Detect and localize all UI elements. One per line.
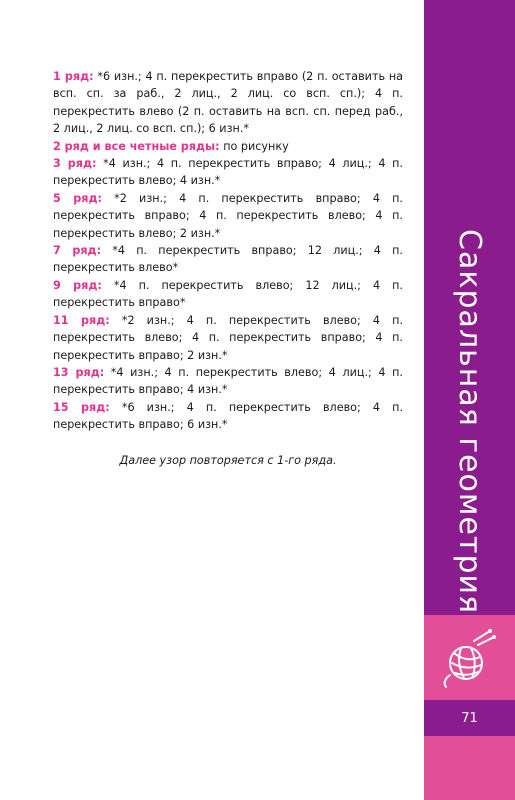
row-label: 9 ряд: xyxy=(53,278,102,292)
row-3 xyxy=(53,155,403,190)
row-label: 2 ряд и все четные ряды: xyxy=(53,139,220,153)
row-5 xyxy=(53,190,403,242)
row-label: 13 ряд: xyxy=(53,365,105,379)
row-text: *4 п. перекрестить вправо; 12 лиц.; 4 п. перекрестить влево* xyxy=(53,244,403,275)
row-text: по рисунку xyxy=(219,139,289,153)
sidebar-bottom-band xyxy=(424,736,515,800)
row-text: *4 изн.; 4 п. перекрестить влево; 4 лиц.; 4 п. перекрестить вправо; 4 изн.* xyxy=(53,365,403,397)
row-11 xyxy=(53,312,403,364)
row-text: *4 изн.; 4 п. перекрестить вправо; 4 лиц.; 4 п. перекрестить влево; 4 изн.* xyxy=(53,157,403,188)
row-7 xyxy=(53,242,403,277)
row-text: *2 изн.; 4 п. перекрестить вправо; 4 п. перекрестить вправо; 4 п. перекрестить влево; 4 п. перекрестить влево; 2 изн.* xyxy=(53,191,403,240)
row-text: *6 изн.; 4 п. перекрестить вправо (2 п. оставить на всп. сп. за раб., 2 лиц., 2 лиц. со всп. сп.); 4 п. перекрестить влево (2 п. оставить на всп. сп. перед раб., 2 лиц., 2 лиц. со всп. сп.); 6 изн.* xyxy=(53,70,403,136)
row-label: 7 ряд: xyxy=(53,244,102,258)
row-15 xyxy=(53,399,403,434)
row-label: 3 ряд: xyxy=(53,157,97,171)
row-13 xyxy=(53,364,403,399)
row-text: *6 изн.; 4 п. перекрестить влево; 4 п. перекрестить вправо; 6 изн.* xyxy=(53,400,403,432)
chapter-sidebar xyxy=(424,0,515,800)
row-9 xyxy=(53,277,403,312)
chapter-title: Сакральная геометрия xyxy=(452,229,487,615)
pattern-repeat-note: Далее узор повторяется с 1-го ряда. xyxy=(119,453,337,467)
row-label: 5 ряд: xyxy=(53,191,102,205)
row-text: *2 изн.; 4 п. перекрестить влево; 4 п. перекрестить влево; 4 п. перекрестить вправо; 4 п. перекрестить вправо; 2 изн.* xyxy=(53,313,403,362)
yarn-ball-icon xyxy=(434,623,504,693)
row-2 xyxy=(53,138,403,155)
pattern-instructions xyxy=(53,68,403,480)
row-label: 1 ряд: xyxy=(53,70,94,83)
row-1 xyxy=(53,68,403,138)
chapter-title-wrap xyxy=(424,229,515,615)
row-text: *4 п. перекрестить влево; 12 лиц.; 4 п. перекрестить вправо* xyxy=(53,278,403,310)
page-number: 71 xyxy=(461,710,478,726)
row-label: 15 ряд: xyxy=(53,400,110,414)
row-label: 11 ряд: xyxy=(53,313,110,327)
